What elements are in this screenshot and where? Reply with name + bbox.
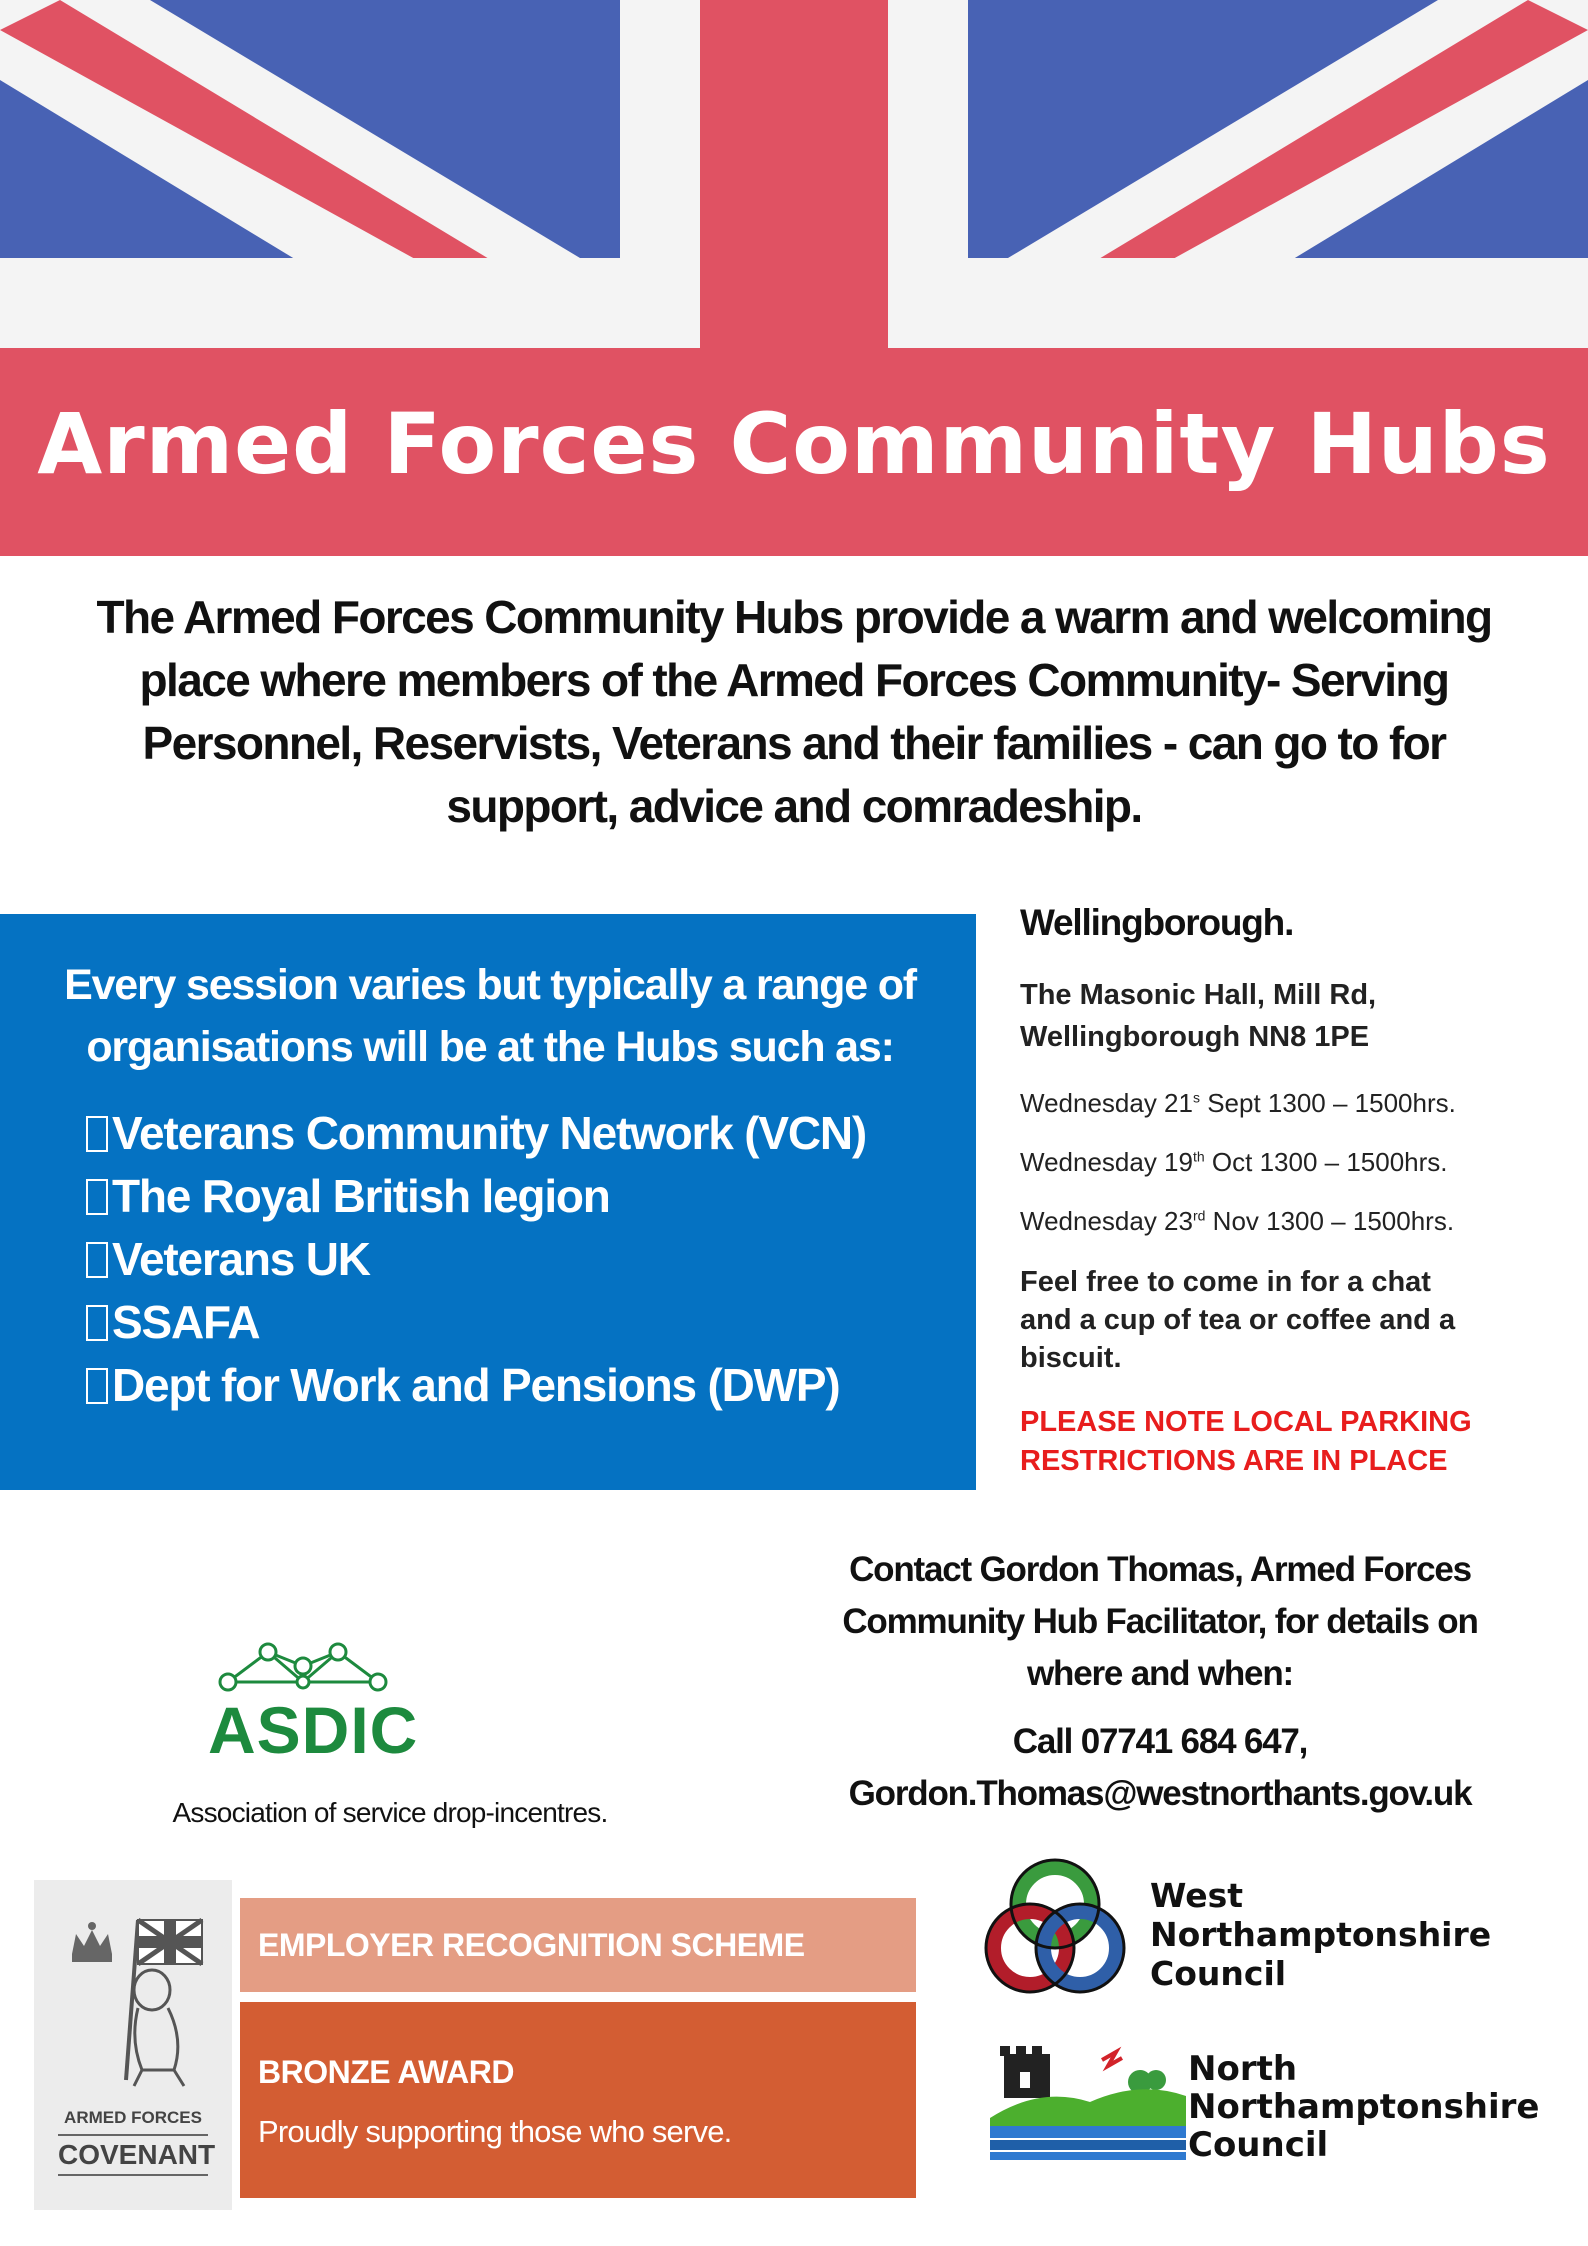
armed-forces-covenant-logo [34, 1880, 232, 2210]
west-northamptonshire-knot-icon [980, 1852, 1130, 2012]
north-northamptonshire-landscape-icon [990, 2046, 1186, 2160]
date-ordinal: s [1192, 1089, 1200, 1106]
west-northamptonshire-council-name [1150, 1876, 1491, 1993]
union-flag-banner [0, 0, 1588, 556]
missing-glyph-icon [86, 1179, 108, 1215]
north-northamptonshire-council-name [1188, 2050, 1540, 2164]
council-name-line: Council [1150, 1954, 1287, 1993]
contact-phone[interactable]: Call 07741 684 647, [1012, 1722, 1308, 1761]
session-date [1020, 1206, 1580, 1237]
list-item [86, 1228, 866, 1291]
organisations-intro-line: organisations will be at the Hubs such as: [86, 1023, 894, 1071]
page-title: Armed Forces Community Hubs [37, 395, 1551, 493]
council-name-line: Council [1188, 2125, 1329, 2165]
contact-line: Community Hub Facilitator, for details on [842, 1602, 1478, 1641]
welcome-line: Feel free to come in for a chat [1020, 1266, 1431, 1298]
council-name-line: Northamptonshire [1188, 2087, 1540, 2127]
session-date [1020, 1147, 1580, 1178]
contact-line: where and when: [1027, 1654, 1293, 1693]
intro-line: support, advice and comradeship. [446, 780, 1142, 832]
list-item [86, 1354, 866, 1417]
organisation-name: Dept for Work and Pensions (DWP) [112, 1359, 840, 1411]
award-tagline: Proudly supporting those who serve. [258, 2114, 732, 2149]
date-text: Wednesday 21 [1020, 1088, 1193, 1118]
asdic-caption: Association of service drop-incentres. [172, 1797, 608, 1828]
organisations-list [86, 1102, 866, 1417]
missing-glyph-icon [86, 1305, 108, 1341]
venue-line: Wellingborough NN8 1PE [1020, 1021, 1370, 1053]
date-text: Wednesday 19 [1020, 1147, 1193, 1177]
missing-glyph-icon [86, 1368, 108, 1404]
employer-recognition-banner: EMPLOYER RECOGNITION SCHEME [240, 1898, 916, 1992]
venue-address [1020, 974, 1580, 1058]
bronze-award-panel [240, 2002, 916, 2198]
date-ordinal: th [1192, 1148, 1205, 1165]
date-time: Oct 1300 – 1500hrs. [1204, 1147, 1448, 1177]
contact-email[interactable]: Gordon.Thomas@westnorthants.gov.uk [848, 1774, 1472, 1813]
organisations-panel [0, 914, 976, 1490]
award-title: BRONZE AWARD [258, 2054, 514, 2090]
welcome-note [1020, 1263, 1580, 1377]
organisations-intro-line: Every session varies but typically a range of [64, 961, 916, 1009]
list-item [86, 1165, 866, 1228]
welcome-line: and a cup of tea or coffee and a [1020, 1304, 1456, 1336]
missing-glyph-icon [86, 1116, 108, 1152]
organisations-intro [30, 954, 950, 1078]
organisation-name: The Royal British legion [112, 1170, 610, 1222]
list-item [86, 1291, 866, 1354]
location-heading: Wellingborough. [1020, 902, 1294, 943]
intro-line: The Armed Forces Community Hubs provide a warm and welcoming [96, 591, 1492, 643]
covenant-label-top: ARMED FORCES [64, 2108, 202, 2127]
parking-warning [1020, 1403, 1580, 1481]
venue-line: The Masonic Hall, Mill Rd, [1020, 979, 1377, 1011]
organisation-name: Veterans Community Network (VCN) [112, 1107, 866, 1159]
session-date [1020, 1088, 1580, 1119]
intro-line: Personnel, Reservists, Veterans and their families - can go to for [142, 717, 1446, 769]
contact-line: Contact Gordon Thomas, Armed Forces [849, 1550, 1471, 1589]
date-ordinal: rd [1192, 1207, 1206, 1224]
date-text: Wednesday 23 [1020, 1206, 1193, 1236]
missing-glyph-icon [86, 1242, 108, 1278]
date-time: Nov 1300 – 1500hrs. [1205, 1206, 1455, 1236]
asdic-logo-text: ASDIC [208, 1693, 419, 1767]
organisation-name: SSAFA [112, 1296, 260, 1348]
council-name-line: Northamptonshire [1150, 1915, 1492, 1954]
welcome-line: biscuit. [1020, 1342, 1122, 1374]
organisation-name: Veterans UK [112, 1233, 370, 1285]
parking-line: RESTRICTIONS ARE IN PLACE [1020, 1445, 1448, 1477]
session-details [1020, 900, 1580, 1481]
date-time: Sept 1300 – 1500hrs. [1199, 1088, 1456, 1118]
council-name-line: West [1150, 1876, 1244, 1915]
session-dates [1020, 1088, 1580, 1237]
covenant-label-main: COVENANT [58, 2134, 208, 2176]
council-name-line: North [1188, 2049, 1298, 2089]
intro-paragraph [80, 586, 1508, 838]
contact-section [800, 1544, 1520, 1820]
list-item [86, 1102, 866, 1165]
parking-line: PLEASE NOTE LOCAL PARKING [1020, 1406, 1472, 1438]
intro-line: place where members of the Armed Forces Community- Serving [139, 654, 1449, 706]
lion-flag-emblem-icon [34, 1880, 232, 2100]
